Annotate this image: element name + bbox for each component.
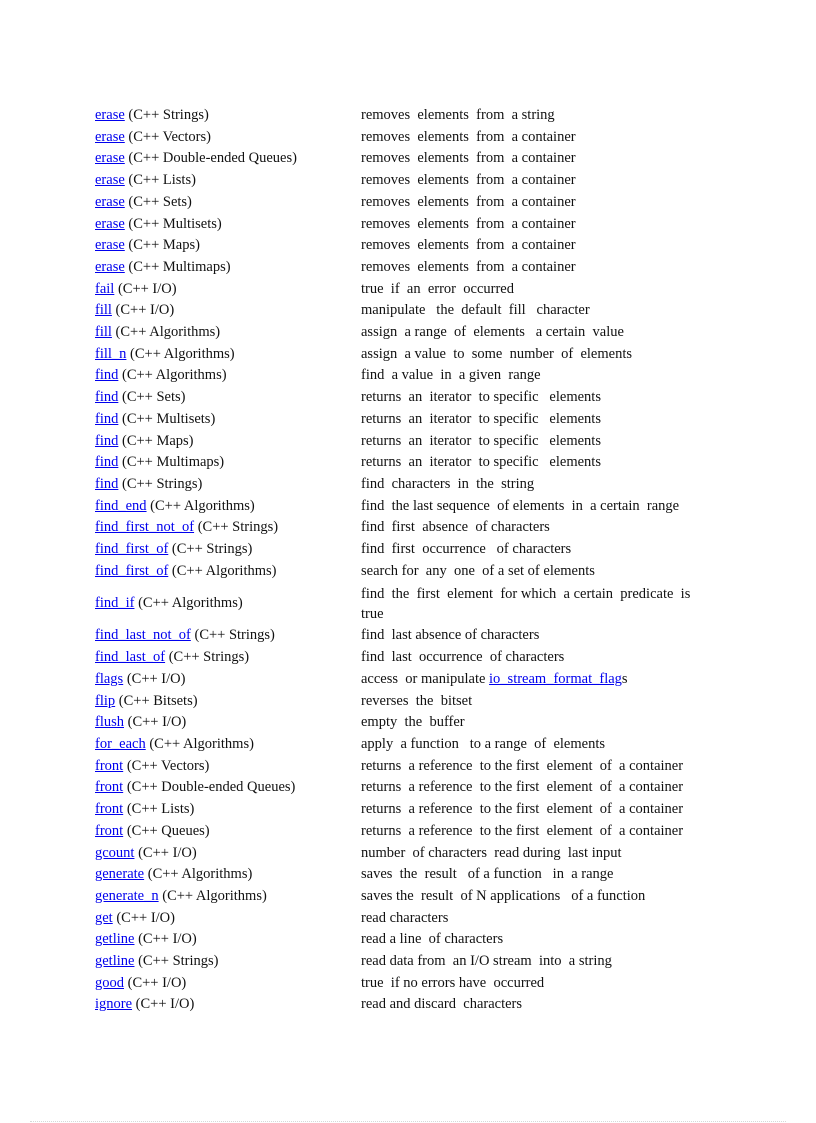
function-cell [95, 777, 361, 799]
description-cell [361, 257, 701, 279]
function-cell [95, 647, 361, 669]
description-text: removes elements from a container [361, 237, 576, 254]
function-link[interactable]: find_first_of [95, 541, 169, 558]
description-cell [361, 821, 701, 843]
description-text: returns a reference to the first element of a container [361, 822, 684, 839]
function-link[interactable]: find [95, 454, 119, 471]
description-text: read and discard characters [361, 996, 523, 1013]
description-cell [361, 843, 701, 865]
description-text-wrap [361, 864, 613, 886]
io-stream-format-flag-link[interactable]: io_stream_format_flag [489, 670, 622, 687]
table-row [95, 821, 701, 843]
library-context: (C++ Multimaps) [128, 258, 231, 275]
description-cell [361, 344, 701, 366]
table-row [95, 908, 701, 930]
table-row [95, 322, 701, 344]
function-reference-table [95, 105, 701, 1016]
table-row [95, 951, 701, 973]
library-context: (C++ Strings) [197, 519, 279, 536]
table-row [95, 105, 701, 127]
library-context: (C++ Vectors) [128, 128, 211, 145]
description-text-wrap [361, 409, 601, 431]
function-cell [95, 214, 361, 236]
table-row [95, 257, 701, 279]
function-link[interactable]: find [95, 475, 119, 492]
function-cell [95, 192, 361, 214]
function-cell [95, 821, 361, 843]
description-text: returns an iterator to specific elements [361, 454, 601, 471]
description-text-wrap [361, 584, 697, 624]
function-link[interactable]: get [95, 909, 113, 926]
function-cell [95, 452, 361, 474]
table-row [95, 127, 701, 149]
description-text: returns a reference to the first element of a container [361, 779, 684, 796]
function-cell [95, 625, 361, 647]
function-cell [95, 756, 361, 778]
description-text: removes elements from a container [361, 172, 576, 189]
description-text-wrap [361, 625, 539, 647]
description-text-wrap [361, 669, 628, 691]
table-row [95, 561, 701, 583]
function-cell [95, 908, 361, 930]
description-text: returns a reference to the first element of a container [361, 801, 684, 818]
description-cell [361, 409, 701, 431]
description-text-wrap [361, 821, 683, 843]
description-text-wrap [361, 517, 550, 539]
description-text-wrap [361, 127, 576, 149]
library-context: (C++ Multimaps) [121, 454, 225, 471]
function-link[interactable]: find [95, 432, 119, 449]
function-cell [95, 517, 361, 539]
description-text: true if no errors have occurred [361, 974, 545, 991]
description-text: removes elements from a container [361, 193, 576, 210]
description-text-wrap [361, 365, 541, 387]
description-text-wrap [361, 192, 576, 214]
library-context: (C++ Algorithms) [147, 866, 253, 883]
description-text: empty the buffer [361, 714, 465, 731]
table-row [95, 886, 701, 908]
description-cell [361, 496, 701, 518]
page-bottom-divider [30, 1121, 786, 1122]
description-cell [361, 387, 701, 409]
library-context: (C++ Double-ended Queues) [128, 150, 297, 167]
function-link[interactable]: find [95, 410, 119, 427]
library-context: (C++ Strings) [128, 107, 209, 123]
function-link[interactable]: generate [95, 866, 145, 883]
library-context: (C++ I/O) [138, 931, 197, 948]
table-row [95, 756, 701, 778]
library-context: (C++ Sets) [128, 193, 192, 210]
description-text: saves the result of N applications of a function [361, 887, 646, 904]
table-row [95, 734, 701, 756]
library-context: (C++ Queues) [126, 822, 210, 839]
table-row [95, 170, 701, 192]
function-cell [95, 148, 361, 170]
function-cell [95, 365, 361, 387]
function-link[interactable]: find_end [95, 497, 147, 514]
table-row [95, 973, 701, 995]
function-cell [95, 235, 361, 257]
function-link[interactable]: find_if [95, 595, 135, 612]
description-cell [361, 582, 701, 625]
function-link[interactable]: fail [95, 280, 115, 297]
function-cell [95, 170, 361, 192]
table-row [95, 647, 701, 669]
library-context: (C++ Algorithms) [121, 367, 227, 384]
function-cell [95, 105, 361, 127]
description-cell [361, 669, 701, 691]
function-link[interactable]: front [95, 779, 124, 796]
description-text: read characters [361, 909, 449, 926]
description-cell [361, 647, 701, 669]
library-context: (C++ I/O) [115, 302, 175, 319]
table-row [95, 864, 701, 886]
description-text: number of characters read during last input [361, 844, 622, 861]
library-context: (C++ I/O) [117, 280, 177, 297]
description-cell [361, 734, 701, 756]
description-cell [361, 235, 701, 257]
function-cell [95, 322, 361, 344]
description-text-wrap [361, 257, 576, 279]
description-text: find first occurrence of characters [361, 541, 572, 558]
description-text-wrap [361, 756, 683, 778]
function-cell [95, 387, 361, 409]
table-row [95, 843, 701, 865]
function-cell [95, 582, 361, 625]
description-text: find the last sequence of elements in a certain range [361, 497, 680, 514]
description-cell [361, 431, 701, 453]
library-context: (C++ Algorithms) [115, 324, 221, 341]
function-link[interactable]: find_first_of [95, 562, 169, 579]
description-text-wrap [361, 496, 679, 518]
function-cell [95, 344, 361, 366]
table-row [95, 474, 701, 496]
description-text: returns an iterator to specific elements [361, 410, 601, 427]
table-row [95, 214, 701, 236]
table-row [95, 300, 701, 322]
table-row [95, 625, 701, 647]
function-cell [95, 886, 361, 908]
description-text-wrap [361, 777, 683, 799]
description-text: reverses the bitset [361, 692, 473, 709]
function-cell [95, 257, 361, 279]
library-context: (C++ Algorithms) [150, 497, 255, 514]
table-row [95, 777, 701, 799]
description-cell [361, 886, 701, 908]
library-context: (C++ Strings) [121, 475, 203, 492]
description-text: apply a function to a range of elements [361, 735, 606, 752]
function-cell [95, 561, 361, 583]
function-link[interactable]: flags [95, 670, 124, 687]
function-link[interactable]: gcount [95, 844, 135, 861]
description-text-wrap [361, 712, 465, 734]
function-cell [95, 799, 361, 821]
description-text: manipulate the default fill character [361, 302, 590, 319]
description-text-wrap [361, 214, 576, 236]
table-row [95, 929, 701, 951]
library-context: (C++ Maps) [121, 432, 194, 449]
description-cell [361, 908, 701, 930]
description-text: returns an iterator to specific elements [361, 389, 601, 406]
description-text-wrap [361, 235, 576, 257]
description-text-wrap [361, 951, 612, 973]
description-text-wrap [361, 344, 632, 366]
description-cell [361, 127, 701, 149]
function-cell [95, 929, 361, 951]
description-text: find last absence of characters [361, 627, 540, 644]
function-cell [95, 409, 361, 431]
table-row [95, 994, 701, 1016]
function-link[interactable]: front [95, 822, 124, 839]
function-link[interactable]: fill [95, 324, 112, 341]
description-text: returns an iterator to specific elements [361, 432, 601, 449]
function-cell [95, 127, 361, 149]
description-text: removes elements from a container [361, 150, 576, 167]
description-text: assign a value to some number of elements [361, 345, 633, 362]
description-text: access or manipulate [361, 670, 490, 687]
function-cell [95, 843, 361, 865]
description-text-wrap [361, 843, 622, 865]
function-link[interactable]: find [95, 389, 119, 406]
library-context: (C++ Bitsets) [118, 692, 198, 709]
function-cell [95, 300, 361, 322]
description-text: removes elements from a container [361, 128, 576, 145]
function-cell [95, 712, 361, 734]
table-row [95, 235, 701, 257]
function-link[interactable]: generate_n [95, 887, 159, 904]
function-link[interactable]: find [95, 367, 119, 384]
description-cell [361, 474, 701, 496]
description-text-wrap [361, 322, 624, 344]
function-link[interactable]: erase [95, 128, 125, 145]
description-cell [361, 864, 701, 886]
description-text: find the first element for which a certain predicate is true [361, 586, 698, 623]
function-link[interactable]: erase [95, 193, 125, 210]
description-cell [361, 994, 701, 1016]
description-text-wrap [361, 908, 448, 930]
library-context: (C++ Vectors) [126, 757, 210, 774]
description-text-wrap [361, 300, 590, 322]
description-text: read a line of characters [361, 931, 504, 948]
description-text: find last occurrence of characters [361, 649, 565, 666]
function-link[interactable]: erase [95, 150, 125, 167]
function-cell [95, 669, 361, 691]
library-context: (C++ Algorithms) [138, 595, 243, 612]
description-cell [361, 279, 701, 301]
description-cell [361, 951, 701, 973]
function-cell [95, 734, 361, 756]
function-link[interactable]: for_each [95, 735, 146, 752]
function-link[interactable]: erase [95, 172, 125, 189]
description-cell [361, 148, 701, 170]
table-row [95, 409, 701, 431]
description-text-wrap [361, 799, 683, 821]
library-context: (C++ Maps) [128, 237, 200, 254]
description-text-wrap [361, 561, 595, 583]
description-cell [361, 105, 701, 127]
library-context: (C++ Multisets) [128, 215, 222, 232]
library-context: (C++ I/O) [127, 714, 187, 731]
function-link[interactable]: erase [95, 215, 125, 232]
table-row [95, 582, 701, 625]
library-context: (C++ I/O) [135, 996, 195, 1013]
function-link[interactable]: find_first_not_of [95, 519, 195, 536]
description-text: find characters in the string [361, 475, 535, 492]
function-cell [95, 496, 361, 518]
description-text-wrap [361, 452, 601, 474]
description-cell [361, 170, 701, 192]
table-row [95, 431, 701, 453]
description-text-wrap [361, 539, 571, 561]
function-cell [95, 691, 361, 713]
description-text-wrap [361, 387, 601, 409]
function-link[interactable]: getline [95, 953, 135, 970]
function-link[interactable]: getline [95, 931, 135, 948]
description-cell [361, 365, 701, 387]
description-cell [361, 561, 701, 583]
table-row [95, 712, 701, 734]
library-context: (C++ Strings) [138, 953, 219, 970]
function-link[interactable]: find_last_not_of [95, 627, 191, 644]
library-context: (C++ Strings) [168, 649, 250, 666]
description-cell [361, 712, 701, 734]
description-text-wrap [361, 170, 576, 192]
description-cell [361, 452, 701, 474]
function-link[interactable]: flip [95, 692, 116, 709]
function-cell [95, 951, 361, 973]
description-cell [361, 300, 701, 322]
function-link[interactable]: erase [95, 107, 125, 123]
description-cell [361, 192, 701, 214]
function-cell [95, 973, 361, 995]
description-text: removes elements from a container [361, 215, 576, 232]
description-cell [361, 973, 701, 995]
description-text: find a value in a given range [361, 367, 541, 384]
function-link[interactable]: find_last_of [95, 649, 166, 666]
description-cell [361, 799, 701, 821]
library-context: (C++ I/O) [127, 974, 187, 991]
table-row [95, 496, 701, 518]
library-context: (C++ Lists) [126, 801, 195, 818]
description-cell [361, 929, 701, 951]
description-text-wrap [361, 886, 645, 908]
table-row [95, 279, 701, 301]
description-text-wrap [361, 929, 503, 951]
library-context: (C++ Double-ended Queues) [126, 779, 296, 796]
description-text: read data from an I/O stream into a string [361, 953, 612, 970]
description-suffix: s [621, 670, 628, 687]
description-text-wrap [361, 994, 522, 1016]
library-context: (C++ Lists) [128, 172, 196, 189]
library-context: (C++ Sets) [121, 389, 186, 406]
function-link[interactable]: ignore [95, 996, 133, 1013]
library-context: (C++ Algorithms) [130, 345, 235, 362]
library-context: (C++ Multisets) [121, 410, 216, 427]
table-row [95, 539, 701, 561]
description-text-wrap [361, 474, 534, 496]
function-cell [95, 864, 361, 886]
description-text: returns a reference to the first element of a container [361, 757, 684, 774]
library-context: (C++ Algorithms) [149, 735, 254, 752]
function-link[interactable]: flush [95, 714, 124, 731]
table-row [95, 452, 701, 474]
description-text: true if an error occurred [361, 280, 514, 297]
function-cell [95, 279, 361, 301]
description-text-wrap [361, 647, 564, 669]
library-context: (C++ I/O) [138, 844, 197, 861]
description-text-wrap [361, 734, 605, 756]
description-text: saves the result of a function in a range [361, 866, 614, 883]
description-cell [361, 777, 701, 799]
table-row [95, 344, 701, 366]
function-cell [95, 474, 361, 496]
library-context: (C++ Strings) [194, 627, 275, 644]
description-text-wrap [361, 279, 514, 301]
description-cell [361, 539, 701, 561]
description-text-wrap [361, 148, 576, 170]
function-link[interactable]: fill [95, 302, 112, 319]
library-context: (C++ I/O) [116, 909, 175, 926]
function-link[interactable]: erase [95, 258, 125, 275]
function-link[interactable]: erase [95, 237, 125, 254]
description-cell [361, 625, 701, 647]
description-text-wrap [361, 431, 601, 453]
function-link[interactable]: front [95, 757, 124, 774]
function-link[interactable]: fill_n [95, 345, 127, 362]
table-row [95, 365, 701, 387]
description-cell [361, 214, 701, 236]
library-context: (C++ I/O) [126, 670, 186, 687]
function-cell [95, 539, 361, 561]
description-text: search for any one of a set of elements [361, 562, 595, 579]
description-text-wrap [361, 973, 544, 995]
description-cell [361, 691, 701, 713]
description-text: assign a range of elements a certain value [361, 324, 624, 341]
table-row [95, 148, 701, 170]
library-context: (C++ Algorithms) [171, 562, 277, 579]
description-cell [361, 756, 701, 778]
library-context: (C++ Strings) [171, 541, 253, 558]
function-link[interactable]: front [95, 801, 124, 818]
description-text: removes elements from a container [361, 258, 576, 275]
table-row [95, 517, 701, 539]
description-cell [361, 322, 701, 344]
description-text: removes elements from a string [361, 107, 555, 123]
function-cell [95, 431, 361, 453]
table-row [95, 669, 701, 691]
description-text-wrap [361, 105, 555, 127]
description-text-wrap [361, 691, 472, 713]
description-cell [361, 517, 701, 539]
function-link[interactable]: good [95, 974, 124, 991]
table-row [95, 691, 701, 713]
table-row [95, 799, 701, 821]
table-row [95, 387, 701, 409]
description-text: find first absence of characters [361, 519, 550, 536]
library-context: (C++ Algorithms) [162, 887, 267, 904]
table-row [95, 192, 701, 214]
function-cell [95, 994, 361, 1016]
